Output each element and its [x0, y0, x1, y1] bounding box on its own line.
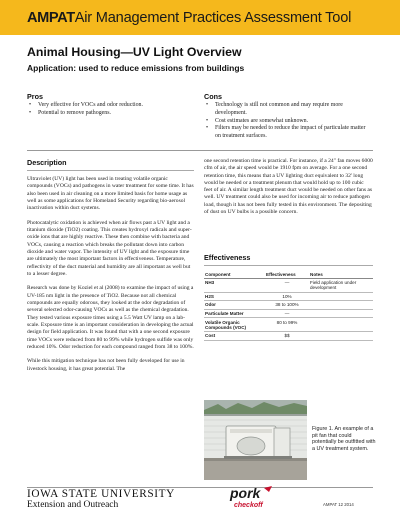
- cell-notes: [309, 318, 373, 332]
- cell-effectiveness: 10%: [265, 292, 309, 301]
- pros-list: [28, 102, 188, 118]
- description-column-right: [204, 158, 373, 224]
- pit-fan-illustration: [204, 400, 307, 480]
- pros-item: • Potential to remove pathogens.: [28, 110, 188, 118]
- cons-item: • Filters may be needed to reduce the impact of particulate matter on treatment surfaces.: [205, 125, 372, 141]
- description-continuation: one second retention time is practical. For instance, if a 24" fan moves 6000 cfm of air, the air speed would be 1910 fpm on average. For a one second retention time, this means that a UV lighting duct equivalent to 32' long would be needed or a treatment plenum that would hold up to 100 cubic feet of air. A similar length treatment duct would be needed on other fans as well. UV treatment could also be used for incoming air to reduce pathogen load, though it has not been fully tested in this environment. The depositing of dust on UV bulbs is a possible concern.: [204, 158, 373, 216]
- section-divider: [27, 150, 373, 151]
- table-row: [204, 331, 373, 340]
- logo-accent-shape: [264, 486, 272, 492]
- effectiveness-heading: Effectiveness: [204, 253, 251, 262]
- cell-effectiveness: 38 to 100%: [265, 301, 309, 310]
- cell-effectiveness: 80 to 99%: [265, 318, 309, 332]
- effectiveness-rule: [204, 265, 373, 266]
- university-name: IOWA STATE UNIVERSITY: [27, 488, 175, 500]
- table-row: [204, 279, 373, 293]
- column-header-component: Component: [204, 270, 265, 279]
- cell-component: H2S: [204, 292, 265, 301]
- document-number: AMPAT 12 2014: [323, 502, 354, 507]
- description-paragraph: Research was done by Koziel et al (2008) to examine the impact of using a UV-185 nm light in the presence of TiO2. Because not all chemical compounds are equally odorous, they looked at the odor degradation of several selected odor-causing VOCs as well as the chemical degradation. They tested various exposure times using a 5.5 Watt UV lamp on a lab-scale. Exposure time is an important consideration in developing the actual design for field application. It was found that with a one second exposure time VOCs were reduced from 80 to 99% while hydrogen sulfide was only reduced 10%. Odor reduction for each compound ranged from 38 to 100%.: [27, 285, 194, 350]
- cell-component: Cost: [204, 331, 265, 340]
- cons-list: [205, 102, 372, 141]
- pit-fan-photo: [204, 400, 307, 480]
- figure-caption: Figure 1. An example of a pit fan that could potentially be outfitted with a UV treatment system.: [312, 426, 376, 453]
- banner-title: [27, 10, 351, 26]
- cell-notes: [309, 301, 373, 310]
- banner-tool-name: Air Management Practices Assessment Tool: [74, 10, 352, 26]
- banner-brand: AMPAT: [27, 10, 75, 26]
- cell-notes: [309, 331, 373, 340]
- column-header-effectiveness: Effectiveness: [265, 270, 309, 279]
- page-subtitle: Application: used to reduce emissions from buildings: [27, 63, 245, 73]
- column-header-notes: Notes: [309, 270, 373, 279]
- cell-component: NH3: [204, 279, 265, 293]
- extension-name: Extension and Outreach: [27, 500, 119, 510]
- description-paragraph: Photocatalytic oxidation is achieved when air flows past a UV light and a titanium dioxide (TiO2) coating. This creates hydroxyl radicals and super-oxide ions that are highly reactive. These then combine with bacteria and VOCs, causing a reaction which breaks the pollutant down into carbon dioxide and water vapor. The intensity of UV light and the exposure time are ultimately the most important factors in effectiveness. Temperature, reflectivity of the duct material and humidity are all important as well but to a lesser degree.: [27, 219, 192, 277]
- cell-notes: [309, 309, 373, 318]
- cell-effectiveness: —: [265, 309, 309, 318]
- pros-item: • Very effective for VOCs and odor reduction.: [28, 102, 188, 110]
- logo-sub-text: checkoff: [234, 502, 263, 509]
- logo-main-text: pork: [230, 485, 261, 501]
- cell-notes: Field application under development: [309, 279, 373, 293]
- pork-checkoff-logo: [228, 484, 278, 512]
- table-header-row: [204, 270, 373, 279]
- cell-component: Odor: [204, 301, 265, 310]
- cell-component: Particulate Matter: [204, 309, 265, 318]
- cons-heading: Cons: [204, 92, 222, 101]
- table-row: [204, 318, 373, 332]
- cons-item: • Technology is still not common and may require more development.: [205, 102, 372, 118]
- pork-checkoff-logo-mark: [228, 484, 278, 512]
- description-rule: [27, 170, 194, 171]
- table-row: [204, 292, 373, 301]
- description-column-left: [27, 176, 194, 380]
- cell-effectiveness: —: [265, 279, 309, 293]
- cell-notes: [309, 292, 373, 301]
- effectiveness-table: [204, 270, 373, 341]
- cell-component: Volatile Organic Compounds (VOC): [204, 318, 265, 332]
- cons-item: • Cost estimates are somewhat unknown.: [205, 118, 372, 126]
- description-heading: Description: [27, 158, 67, 167]
- table-row: [204, 301, 373, 310]
- description-paragraph: While this mitigation technique has not been fully developed for use in livestock housing, it has great potential. The: [27, 358, 185, 372]
- pros-heading: Pros: [27, 92, 43, 101]
- cell-effectiveness: $$: [265, 331, 309, 340]
- table-row: [204, 309, 373, 318]
- description-paragraph: Ultraviolet (UV) light has been used in treating volatile organic compounds (VOCs) and pathogens in water treatment for some time. It has also been used in air cleaning on a more limited basis for home usage as well as some applications for Homeland Security regarding bio-aerosol inactivation within duct systems.: [27, 176, 194, 212]
- page-title: Animal Housing—UV Light Overview: [27, 45, 242, 59]
